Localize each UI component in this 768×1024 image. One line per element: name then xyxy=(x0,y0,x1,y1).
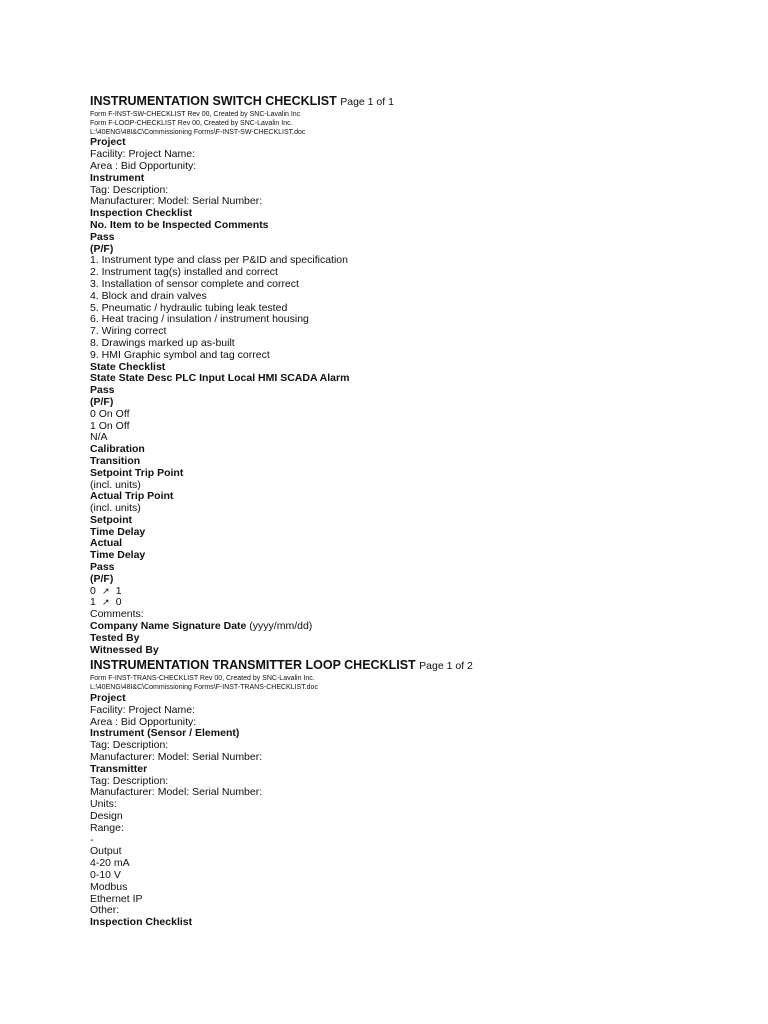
time-delay-label: Time Delay xyxy=(90,525,146,538)
setpoint-trip-label: Setpoint Trip Point xyxy=(90,466,184,479)
transition-row xyxy=(90,597,768,609)
pf-label: (P/F) xyxy=(90,242,114,255)
inspection-columns: No. Item to be Inspected Comments xyxy=(90,218,269,231)
list-item: 2. Instrument tag(s) installed and correct xyxy=(90,266,278,279)
tested-by-label: Tested By xyxy=(90,631,140,644)
calibration-pf-label: (P/F) xyxy=(90,572,114,585)
incl-units-note: (incl. units) xyxy=(90,478,141,491)
comments-label: Comments: xyxy=(90,608,144,621)
state-checklist-label: State Checklist xyxy=(90,360,166,373)
calibration-label: Calibration xyxy=(90,443,145,456)
list-item: 1. Instrument type and class per P&ID and specification xyxy=(90,254,348,267)
tag-line: Tag: Description: xyxy=(90,774,169,787)
transition-to: 0 xyxy=(115,596,122,609)
project-label: Project xyxy=(90,136,126,149)
setpoint-label: Setpoint xyxy=(90,513,132,526)
facility-line: Facility: Project Name: xyxy=(90,148,196,161)
manufacturer-line: Manufacturer: Model: Serial Number: xyxy=(90,751,263,764)
form-meta-line: Form F-INST-TRANS-CHECKLIST Rev 00, Created by SNC-Lavalin Inc. xyxy=(90,675,315,683)
facility-line: Facility: Project Name: xyxy=(90,703,196,716)
transmitter-title-text: INSTRUMENTATION TRANSMITTER LOOP CHECKLIST xyxy=(90,658,416,673)
transition-from: 1 xyxy=(90,596,96,609)
switch-page-number: Page 1 of 1 xyxy=(340,96,394,108)
actual-trip-label: Actual Trip Point xyxy=(90,490,174,503)
project-label: Project xyxy=(90,692,126,705)
form-meta-line: L:\40ENG\48I&C\Commissioning Forms\F-INST-TRANS-CHECKLIST.doc xyxy=(90,684,318,692)
design-label: Design xyxy=(90,810,123,823)
list-item: Ethernet IP xyxy=(90,892,143,905)
list-item: 9. HMI Graphic symbol and tag correct xyxy=(90,348,270,361)
list-item: 4. Block and drain valves xyxy=(90,289,207,302)
inspection-items-list xyxy=(90,255,768,361)
transmitter-page-number: Page 1 of 2 xyxy=(419,660,473,673)
transition-label: Transition xyxy=(90,454,141,467)
transmitter-label: Transmitter xyxy=(90,762,148,775)
switch-title-text: INSTRUMENTATION SWITCH CHECKLIST xyxy=(90,94,337,108)
instrument-label: Instrument xyxy=(90,171,145,184)
transition-from: 0 xyxy=(90,584,96,597)
list-item: 7. Wiring correct xyxy=(90,325,167,338)
switch-checklist-title xyxy=(90,93,768,111)
instrument-sensor-label: Instrument (Sensor / Element) xyxy=(90,727,240,740)
arrow-icon: ↗ xyxy=(101,585,110,596)
arrow-icon: ↗ xyxy=(101,597,110,608)
transition-to: 1 xyxy=(115,584,122,597)
state-row: 0 On Off xyxy=(90,407,130,420)
output-label: Output xyxy=(90,845,122,858)
state-row: N/A xyxy=(90,431,108,444)
units-label: Units: xyxy=(90,798,117,811)
transmitter-checklist-title xyxy=(90,657,768,675)
state-columns: State State Desc PLC Input Local HMI SCADA Alarm xyxy=(90,372,350,385)
range-dash: - xyxy=(90,833,94,846)
list-item: Modbus xyxy=(90,880,128,893)
form-meta-line: L:\40ENG\48I&C\Commissioning Forms\F-INST-SW-CHECKLIST.doc xyxy=(90,128,306,136)
witnessed-by-label: Witnessed By xyxy=(90,643,159,656)
list-item: 8. Drawings marked up as-built xyxy=(90,336,235,349)
form-meta-line: Form F-LOOP-CHECKLIST Rev 00, Created by SNC-Lavalin Inc. xyxy=(90,119,293,127)
signature-label: Company Name Signature Date xyxy=(90,620,247,633)
range-label: Range: xyxy=(90,821,124,834)
time-delay-label: Time Delay xyxy=(90,549,146,562)
manufacturer-line: Manufacturer: Model: Serial Number: xyxy=(90,195,263,208)
inspection-checklist-label: Inspection Checklist xyxy=(90,207,193,220)
state-pf-label: (P/F) xyxy=(90,395,114,408)
tag-line: Tag: Description: xyxy=(90,739,169,752)
actual-label: Actual xyxy=(90,537,123,550)
area-line: Area : Bid Opportunity: xyxy=(90,715,197,728)
date-format-note: (yyyy/mm/dd) xyxy=(249,620,313,633)
state-pass-label: Pass xyxy=(90,384,115,397)
calibration-pass-label: Pass xyxy=(90,561,115,574)
signature-line xyxy=(90,621,768,633)
pass-label: Pass xyxy=(90,230,115,243)
list-item: 0-10 V xyxy=(90,869,121,881)
list-item: 4-20 mA xyxy=(90,857,130,870)
transition-row xyxy=(90,586,768,598)
manufacturer-line: Manufacturer: Model: Serial Number: xyxy=(90,786,263,799)
area-line: Area : Bid Opportunity: xyxy=(90,159,197,172)
inspection-checklist-label: Inspection Checklist xyxy=(90,916,193,929)
incl-units-note: (incl. units) xyxy=(90,502,141,515)
tag-line: Tag: Description: xyxy=(90,183,169,196)
list-item: 3. Installation of sensor complete and correct xyxy=(90,277,299,290)
list-item: 5. Pneumatic / hydraulic tubing leak tested xyxy=(90,301,288,314)
list-item: Other: xyxy=(90,904,120,917)
state-row: 1 On Off xyxy=(90,419,130,432)
list-item: 6. Heat tracing / insulation / instrument housing xyxy=(90,313,309,326)
form-meta-line: Form F-INST-SW-CHECKLIST Rev 00, Created by SNC-Lavalin Inc xyxy=(90,111,301,118)
